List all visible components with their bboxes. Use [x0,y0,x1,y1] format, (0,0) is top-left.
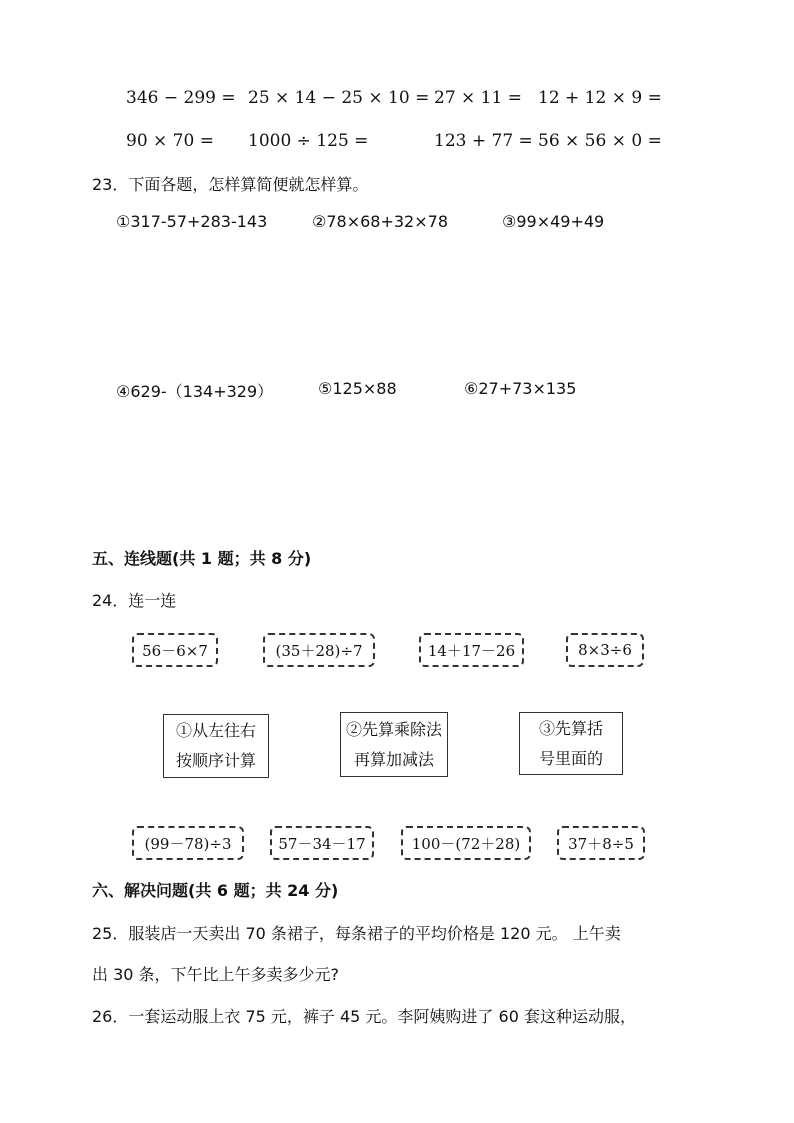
rule-2-line-1: ②先算乘除法 [345,719,442,739]
match-bottom-2[interactable]: 57－34－17 [270,826,374,860]
q23-item-3: ③99×49+49 [502,212,605,231]
q23-item-1: ①317-57+283-143 [116,212,268,231]
rule-3-line-1: ③先算括 [538,718,603,738]
q23-item-2: ②78×68+32×78 [312,212,448,231]
match-bottom-4[interactable]: 37＋8÷5 [557,826,645,860]
q25-line-1: 25．服装店一天卖出 70 条裙子，每条裙子的平均价格是 120 元。 上午卖 [92,924,621,943]
rule-box-3[interactable] [519,712,623,775]
rule-2-line-2: 再算加减法 [353,749,434,769]
match-top-2[interactable]: (35＋28)÷7 [263,633,375,667]
oral-calc-7: 123 + 77 = [434,131,533,151]
rule-3-line-2: 号里面的 [538,748,603,768]
rule-1-line-1: ①从左往右 [175,721,256,740]
oral-calc-5: 90 × 70 = [126,131,214,151]
q23-item-4: ④629-（134+329） [116,382,274,401]
q24-title: 24．连一连 [92,591,177,610]
q23-item-5: ⑤125×88 [318,379,397,398]
q23-item-6: ⑥27+73×135 [464,379,577,398]
oral-calc-6: 1000 ÷ 125 = [248,131,369,151]
match-top-1[interactable]: 56－6×7 [132,633,218,667]
oral-calc-4: 12 + 12 × 9 = [538,88,662,108]
q25-line-2: 出 30 条，下午比上午多卖多少元? [92,965,340,984]
section-6-title: 六、解决问题(共 6 题；共 24 分) [92,881,339,900]
match-bottom-3[interactable]: 100－(72＋28) [401,826,531,860]
oral-calc-3: 27 × 11 = [434,88,522,108]
rule-1-line-2: 按顺序计算 [175,751,256,770]
match-bottom-1[interactable]: (99－78)÷3 [132,826,244,860]
match-top-3[interactable]: 14＋17－26 [419,633,524,667]
rule-box-1[interactable] [163,714,269,778]
oral-calc-8: 56 × 56 × 0 = [538,131,662,151]
rule-box-2[interactable] [340,712,448,777]
section-5-title: 五、连线题(共 1 题；共 8 分) [92,549,312,568]
match-top-4[interactable]: 8×3÷6 [566,633,644,667]
q23-title: 23．下面各题，怎样算简便就怎样算。 [92,175,369,194]
q26-line-1: 26．一套运动服上衣 75 元，裤子 45 元。李阿姨购进了 60 套这种运动服， [92,1007,636,1026]
oral-calc-2: 25 × 14 − 25 × 10 = [248,88,430,108]
oral-calc-1: 346 − 299 = [126,88,236,108]
